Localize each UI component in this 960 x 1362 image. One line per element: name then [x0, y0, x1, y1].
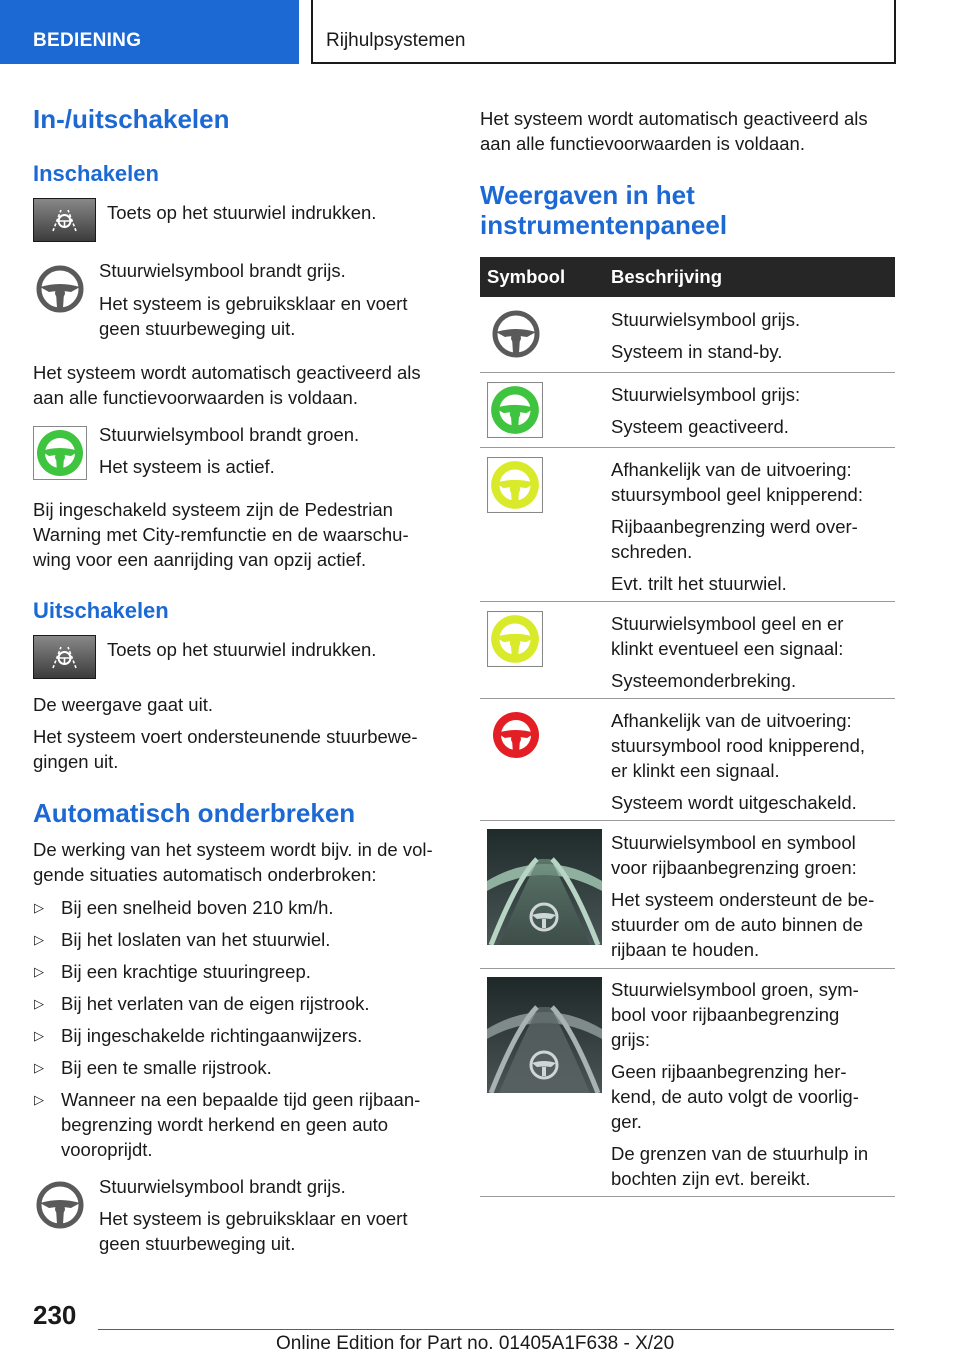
table-row-text: stuurder om de auto binnen de	[611, 914, 863, 935]
interrupt-title: Automatisch onderbreken	[33, 798, 356, 828]
on-button-text: Toets op het stuurwiel indrukken.	[107, 202, 377, 223]
table-row-text: Systeem geactiveerd.	[611, 416, 789, 437]
table-row-text: Stuurwielsymbool en symbool	[611, 832, 856, 853]
interrupt-text-b: gende situaties automatisch onderbroken:	[33, 864, 377, 885]
table-row-text: Stuurwielsymbool grijs:	[611, 384, 801, 405]
green-text-1: Stuurwielsymbool brandt groen.	[99, 424, 360, 445]
green-text-2: Het systeem is actief.	[99, 456, 275, 477]
steering-wheel-red-icon	[489, 708, 543, 762]
col-symbol-header: Symbool	[487, 266, 566, 287]
interrupt-text-a: De werking van het systeem wordt bijv. in de vol-	[33, 839, 433, 860]
bullet-marker: ▷	[34, 1092, 44, 1107]
row-divider	[480, 601, 895, 602]
table-row-text: Afhankelijk van de uitvoering:	[611, 459, 852, 480]
chapter-tab	[311, 0, 896, 64]
display-title-a: Weergaven in het	[480, 180, 695, 210]
bullet-marker: ▷	[34, 1028, 44, 1043]
bullet-marker: ▷	[34, 996, 44, 1011]
pedestrian-text-c: wing voor een aanrijding van opzij actief.	[33, 549, 367, 570]
bullet-item: Bij het loslaten van het stuurwiel.	[61, 929, 331, 950]
table-row-text: rijbaan te houden.	[611, 939, 760, 960]
col-description-header: Beschrijving	[611, 266, 723, 287]
pedestrian-text-b: Warning met City-remfunctie en de waarschu-	[33, 524, 409, 545]
section-label: BEDIENING	[33, 30, 142, 51]
row-divider	[480, 372, 895, 373]
auto-activation-text-a: Het systeem wordt automatisch geactiveerd als	[33, 362, 421, 383]
table-row-text: Geen rijbaanbegrenzing her-	[611, 1061, 847, 1082]
table-row-text: Stuurwielsymbool groen, sym-	[611, 979, 859, 1000]
chapter-label: Rijhulpsystemen	[326, 30, 466, 51]
auto-activation-text-b: aan alle functievoorwaarden is voldaan.	[33, 387, 358, 408]
table-row-text: kend, de auto volgt de voorlig-	[611, 1086, 859, 1107]
row-divider	[480, 1196, 895, 1197]
on-grey-text-2b: geen stuurbeweging uit.	[99, 318, 296, 339]
table-row-text: bochten zijn evt. bereikt.	[611, 1168, 811, 1189]
table-row-text: Het systeem ondersteunt de be-	[611, 889, 875, 910]
bullet-item-cont-b: begrenzing wordt herkend en geen auto	[61, 1114, 389, 1135]
lane-display-green-icon	[487, 829, 602, 945]
table-row-text: Systeemonderbreking.	[611, 670, 797, 691]
steering-assist-button-icon	[33, 198, 96, 242]
steering-wheel-yellow-icon	[487, 611, 543, 667]
table-row-text: Systeem wordt uitgeschakeld.	[611, 792, 857, 813]
bullet-marker: ▷	[34, 1060, 44, 1075]
table-row-text: Stuurwielsymbool geel en er	[611, 613, 844, 634]
right-auto-text-b: aan alle functievoorwaarden is voldaan.	[480, 133, 805, 154]
row-divider	[480, 820, 895, 821]
steering-wheel-grey-icon	[33, 262, 87, 316]
table-row-text: Evt. trilt het stuurwiel.	[611, 573, 787, 594]
section-title: In-/uitschakelen	[33, 104, 230, 134]
display-title-b: instrumentenpaneel	[480, 210, 728, 240]
row-divider	[480, 447, 895, 448]
table-row-text: voor rijbaanbegrenzing groen:	[611, 857, 857, 878]
end-grey-text-2b: geen stuurbeweging uit.	[99, 1233, 296, 1254]
table-row-text: bool voor rijbaanbegrenzing	[611, 1004, 840, 1025]
table-row-text: stuursymbool rood knipperend,	[611, 735, 866, 756]
steering-wheel-grey-icon	[33, 1178, 87, 1232]
page-number: 230	[33, 1300, 77, 1330]
steering-wheel-grey-icon	[489, 307, 543, 361]
table-row-text: er klinkt een signaal.	[611, 760, 780, 781]
table-row-text: Afhankelijk van de uitvoering:	[611, 710, 852, 731]
edition-note: Online Edition for Part no. 01405A1F638 - X/20	[276, 1333, 675, 1354]
table-row-text: Systeem in stand-by.	[611, 341, 783, 362]
off-button-text: Toets op het stuurwiel indrukken.	[107, 639, 377, 660]
bullet-item: Bij een te smalle rijstrook.	[61, 1057, 272, 1078]
bullet-item: Bij een krachtige stuuringreep.	[61, 961, 311, 982]
table-row-text: klinkt eventueel een signaal:	[611, 638, 844, 659]
bullet-marker: ▷	[34, 932, 44, 947]
subheading-off: Uitschakelen	[33, 598, 169, 623]
on-grey-text-1: Stuurwielsymbool brandt grijs.	[99, 260, 346, 281]
bullet-item: Bij het verlaten van de eigen rijstrook.	[61, 993, 370, 1014]
table-row-text: stuursymbool geel knipperend:	[611, 484, 863, 505]
off-text-2b: gingen uit.	[33, 751, 119, 772]
steering-assist-button-icon-2	[33, 635, 96, 679]
end-grey-text-1: Stuurwielsymbool brandt grijs.	[99, 1176, 346, 1197]
table-row-text: Stuurwielsymbool grijs.	[611, 309, 801, 330]
table-header	[480, 257, 895, 297]
bullet-marker: ▷	[34, 964, 44, 979]
bullet-marker: ▷	[34, 900, 44, 915]
right-auto-text-a: Het systeem wordt automatisch geactiveerd als	[480, 108, 868, 129]
bullet-item: Wanneer na een bepaalde tijd geen rijbaan-	[61, 1089, 421, 1110]
row-divider	[480, 698, 895, 699]
footer-rule	[98, 1329, 894, 1330]
section-tab	[0, 0, 299, 64]
table-row-text: grijs:	[611, 1029, 651, 1050]
subheading-on: Inschakelen	[33, 161, 159, 186]
on-grey-text-2a: Het systeem is gebruiksklaar en voert	[99, 293, 408, 314]
off-text-2a: Het systeem voert ondersteunende stuurbewe-	[33, 726, 418, 747]
row-divider	[480, 968, 895, 969]
steering-wheel-yellow-icon	[487, 457, 543, 513]
steering-wheel-green-icon	[33, 426, 87, 480]
table-row-text: ger.	[611, 1111, 642, 1132]
bullet-item: Bij een snelheid boven 210 km/h.	[61, 897, 334, 918]
steering-wheel-green-icon	[487, 382, 543, 438]
bullet-item: Bij ingeschakelde richtingaanwijzers.	[61, 1025, 363, 1046]
pedestrian-text-a: Bij ingeschakeld systeem zijn de Pedestrian	[33, 499, 393, 520]
bullet-item-cont-c: vooroprijdt.	[61, 1139, 153, 1160]
end-grey-text-2a: Het systeem is gebruiksklaar en voert	[99, 1208, 408, 1229]
table-row-text: De grenzen van de stuurhulp in	[611, 1143, 869, 1164]
off-text-1: De weergave gaat uit.	[33, 694, 213, 715]
lane-display-grey-icon	[487, 977, 602, 1093]
table-row-text: schreden.	[611, 541, 693, 562]
table-row-text: Rijbaanbegrenzing werd over-	[611, 516, 858, 537]
